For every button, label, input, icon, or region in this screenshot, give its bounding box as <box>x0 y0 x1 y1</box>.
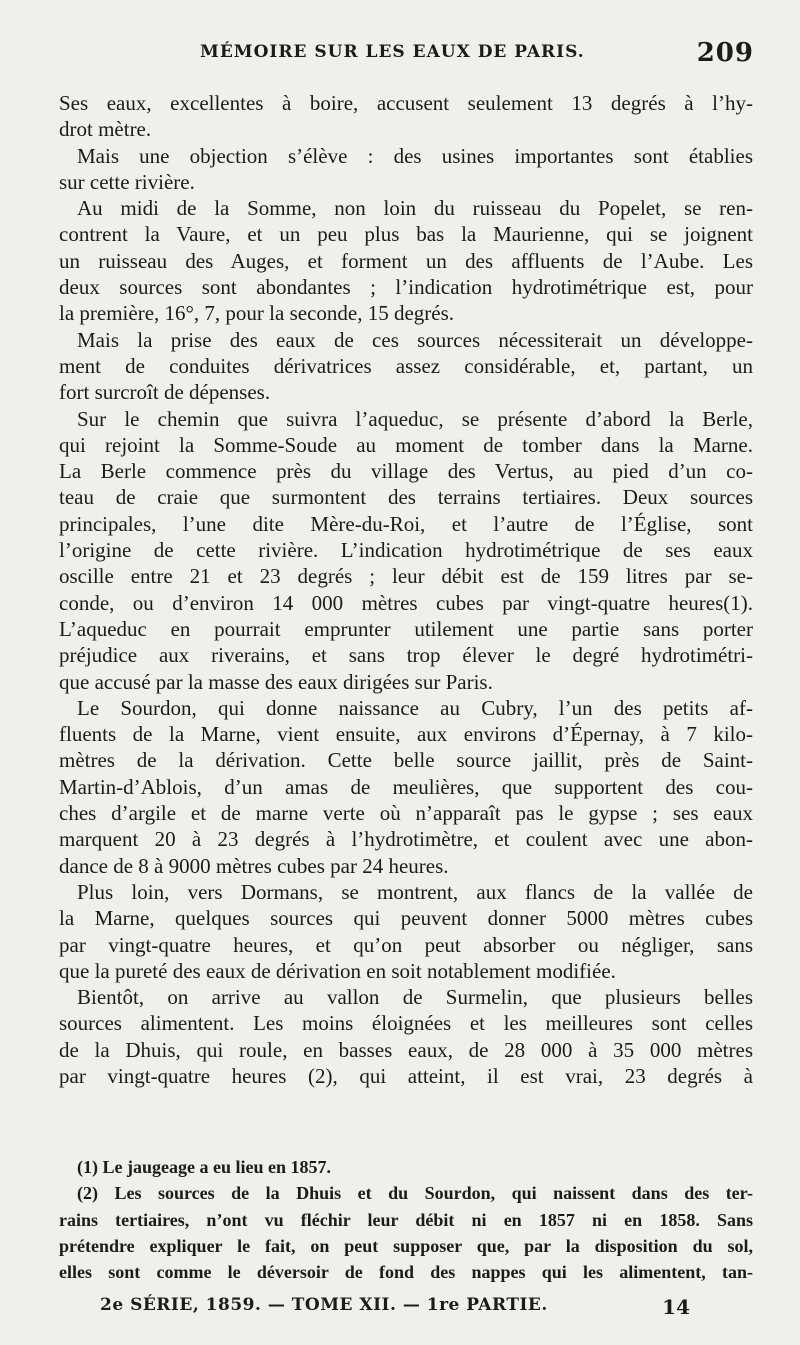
text-line: marquent 20 à 23 degrés à l’hydrotimètre, et coulent avec une abon- <box>59 827 753 852</box>
text-line: que accusé par la masse des eaux dirigées sur Paris. <box>59 669 493 694</box>
text-line: la première, 16°, 7, pour la seconde, 15 degrés. <box>59 301 455 326</box>
text-line: Bientôt, on arrive au vallon de Surmelin, que plusieurs belles <box>77 985 753 1010</box>
text-line: deux sources sont abondantes ; l’indication hydrotimétrique est, pour <box>59 275 753 300</box>
text-line: ches d’argile et de marne verte où n’apparaît pas le gypse ; ses eaux <box>59 801 753 826</box>
footnote-line: (2) Les sources de la Dhuis et du Sourdon, qui naissent dans des ter- <box>77 1183 753 1204</box>
text-line: fluents de la Marne, vient ensuite, aux environs d’Épernay, à 7 kilo- <box>59 722 753 747</box>
text-line: drot mètre. <box>59 117 152 142</box>
page-number: 209 <box>696 38 754 68</box>
text-line: par vingt-quatre heures, et qu’on peut absorber ou négliger, sans <box>59 932 753 957</box>
text-line: l’origine de cette rivière. L’indication hydrotimétrique de ses eaux <box>59 538 753 563</box>
text-line: ment de conduites dérivatrices assez considérable, et, partant, un <box>59 353 753 378</box>
text-line: Sur le chemin que suivra l’aqueduc, se présente d’abord la Berle, <box>77 406 753 431</box>
printer-signature: 2e SÉRIE, 1859. — TOME XII. — 1re PARTIE. <box>100 1295 548 1315</box>
text-line: Mais une objection s’élève : des usines importantes sont établies <box>77 143 753 168</box>
text-line: préjudice aux riverains, et sans trop élever le degré hydrotimétri- <box>59 643 753 668</box>
footnote-line: prétendre expliquer le fait, on peut supposer que, par la disposition du sol, <box>59 1235 753 1256</box>
footnote-line: rains tertiaires, n’ont vu fléchir leur débit ni en 1857 ni en 1858. Sans <box>59 1209 753 1230</box>
text-line: Ses eaux, excellentes à boire, accusent seulement 13 degrés à l’hy- <box>59 91 753 115</box>
text-line: oscille entre 21 et 23 degrés ; leur débit est de 159 litres par se- <box>59 564 753 589</box>
text-line: Au midi de la Somme, non loin du ruisseau du Popelet, se ren- <box>77 196 753 221</box>
text-line: teau de craie que surmontent des terrains tertiaires. Deux sources <box>59 485 753 510</box>
text-line: Mais la prise des eaux de ces sources nécessiterait un développe- <box>77 327 753 352</box>
running-title: MÉMOIRE SUR LES EAUX DE PARIS. <box>200 42 585 62</box>
page-footer <box>100 1295 720 1325</box>
text-line: un ruisseau des Auges, et forment un des affluents de l’Aube. Les <box>59 248 753 273</box>
footnotes <box>59 1155 753 1286</box>
text-line: de la Dhuis, qui roule, en basses eaux, de 28 000 à 35 000 mètres <box>59 1037 753 1062</box>
text-line: principales, l’une dite Mère-du-Roi, et l’autre de l’Église, sont <box>59 511 753 536</box>
text-line: conde, ou d’environ 14 000 mètres cubes par vingt-quatre heures(1). <box>59 590 753 615</box>
text-line: sources alimentent. Les moins éloignées et les meilleures sont celles <box>59 1011 753 1036</box>
footnote-line: elles sont comme le déversoir de fond des nappes qui les alimentent, tan- <box>59 1262 753 1283</box>
body-text <box>59 90 753 1089</box>
text-line: sur cette rivière. <box>59 169 195 194</box>
text-line: qui rejoint la Somme-Soude au moment de tomber dans la Marne. <box>59 432 753 457</box>
text-line: Martin-d’Ablois, d’un amas de meulières, que supportent des cou- <box>59 774 753 799</box>
page-header <box>60 36 768 76</box>
text-line: la Marne, quelques sources qui peuvent donner 5000 mètres cubes <box>59 906 753 931</box>
text-line: La Berle commence près du village des Vertus, au pied d’un co- <box>59 459 753 484</box>
text-line: mètres de la dérivation. Cette belle source jaillit, près de Saint- <box>59 748 753 773</box>
text-line: Le Sourdon, qui donne naissance au Cubry, l’un des petits af- <box>77 695 753 720</box>
text-line: contrent la Vaure, et un peu plus bas la Maurienne, qui se joignent <box>59 222 753 247</box>
text-line: que la pureté des eaux de dérivation en soit notablement modifiée. <box>59 958 616 983</box>
footnote-line: (1) Le jaugeage a eu lieu en 1857. <box>77 1157 331 1177</box>
text-line: Plus loin, vers Dormans, se montrent, aux flancs de la vallée de <box>77 879 753 904</box>
text-line: fort surcroît de dépenses. <box>59 380 271 405</box>
text-line: dance de 8 à 9000 mètres cubes par 24 heures. <box>59 853 449 878</box>
text-line: L’aqueduc en pourrait emprunter utilement une partie sans porter <box>59 616 753 641</box>
sheet-number: 14 <box>662 1295 690 1319</box>
text-line: par vingt-quatre heures (2), qui atteint, il est vrai, 23 degrés à <box>59 1063 753 1088</box>
